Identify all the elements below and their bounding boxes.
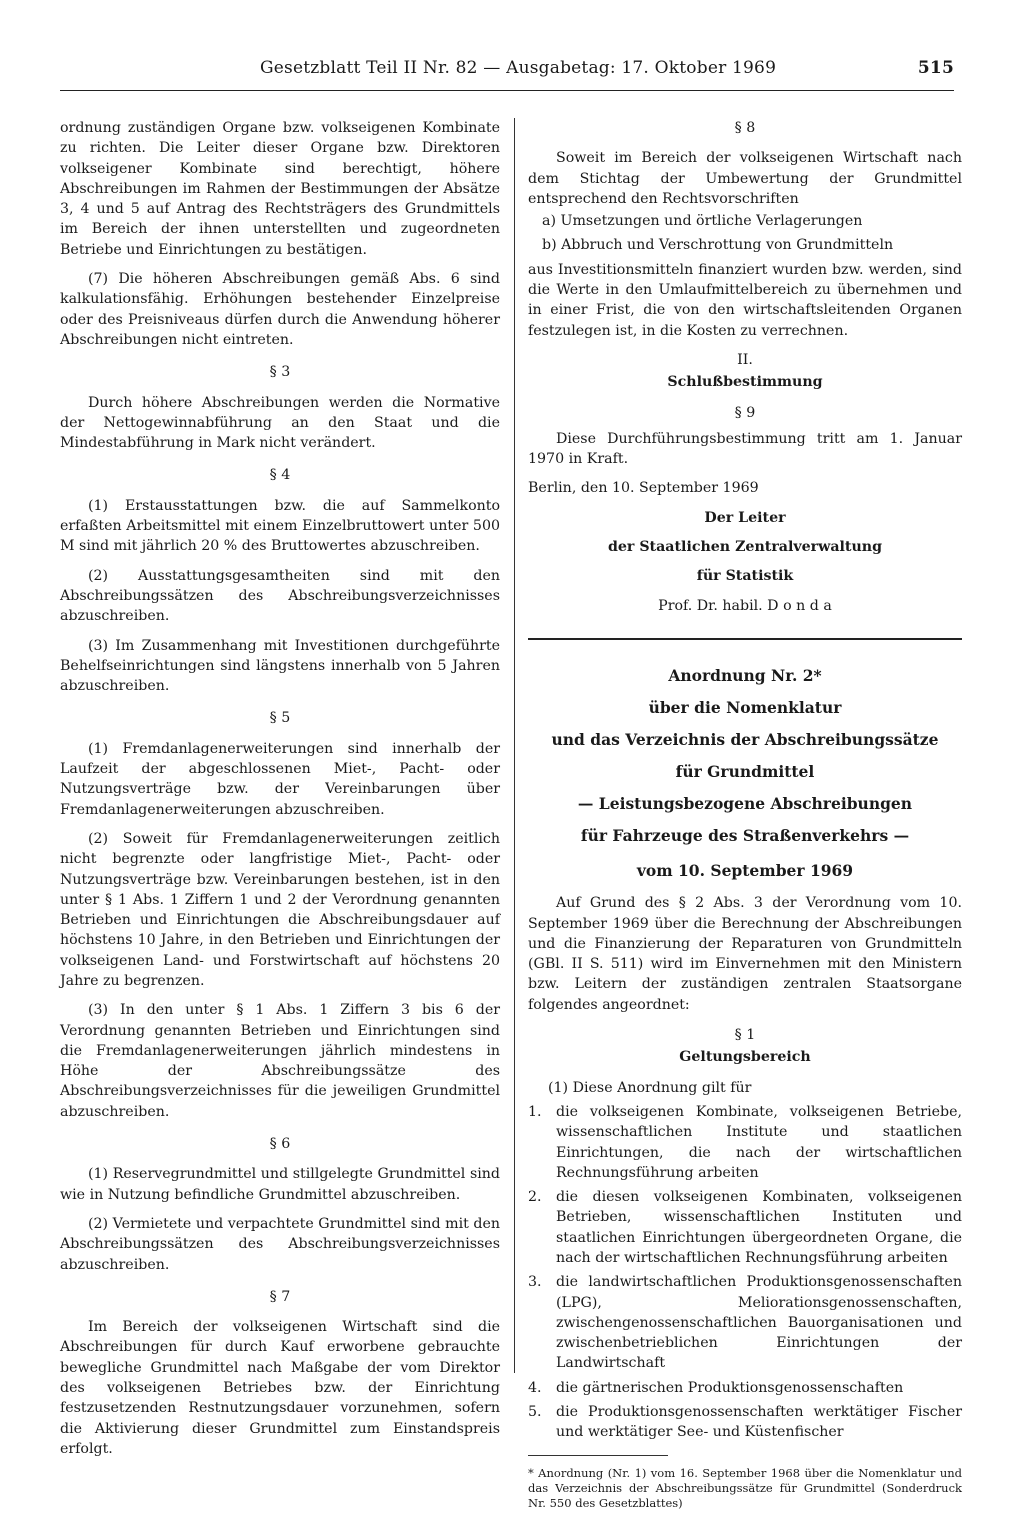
ordinance-title-3: und das Verzeichnis der Abschreibungssätze <box>551 729 939 749</box>
section-4-paragraph-2: (2) Ausstattungsgesamtheiten sind mit den Abschreibungssätzen des Abschreibungsverzeichnisses abzuschreiben. <box>60 567 500 625</box>
list-item-number: 5. <box>528 1404 542 1421</box>
list-item <box>528 1272 962 1373</box>
scope-list <box>528 1102 962 1443</box>
section-8-heading: § 8 <box>734 120 756 136</box>
section-9-text: Diese Durchführungsbestimmung tritt am 1. Januar 1970 in Kraft. <box>528 430 962 468</box>
list-item-text: die Produktionsgenossenschaften werktätiger Fischer und werktätiger See- und Küstenfischer <box>556 1404 962 1441</box>
gazette-title: Gesetzblatt Teil II Nr. 82 — Ausgabetag: 17. Oktober 1969 <box>260 58 777 78</box>
list-item <box>528 1102 962 1183</box>
section-4-paragraph-3: (3) Im Zusammenhang mit Investitionen durchgeführte Behelfseinrichtungen sind längstens innerhalb von 5 Jahren abzuschreiben. <box>60 637 500 695</box>
ordinance-title-5: — Leistungsbezogene Abschreibungen <box>577 793 913 813</box>
section-7-heading: § 7 <box>269 1288 291 1305</box>
list-item-text: die landwirtschaftlichen Produktionsgenossenschaften (LPG), Meliorationsgenossenschaften, zwischengenossenschaftlichen Bauorganisationen und zwischenbetrieblichen Einrichtungen der Landwirtschaft <box>556 1274 962 1372</box>
list-item-text: die diesen volkseigenen Kombinaten, volkseigenen Betrieben, wissenschaftlichen Instituten und staatlichen Einrichtungen übergeordneten Organe, die nach der wirtschaftlichen Rechnungsführung arbeiten <box>556 1189 962 1266</box>
section-6-heading: § 6 <box>269 1136 291 1153</box>
signature-line-3: für Statistik <box>696 568 794 585</box>
signature-name: Prof. Dr. habil. D o n d a <box>658 597 832 614</box>
list-item-number: 3. <box>528 1274 542 1291</box>
signature-line-2: der Staatlichen Zentralverwaltung <box>607 539 883 556</box>
section-6-paragraph-1: (1) Reservegrundmittel und stillgelegte Grundmittel sind wie in Nutzung befindliche Grundmittel abzuschreiben. <box>60 1166 500 1203</box>
list-item <box>528 1402 962 1443</box>
signature-line-1: Der Leiter <box>704 509 786 526</box>
ordinance-date: vom 10. September 1969 <box>636 860 854 880</box>
left-column <box>60 118 500 1468</box>
section-3-text: Durch höhere Abschreibungen werden die Normative der Nettogewinnabführung an den Staat und die Mindestabführung in Mark nicht verändert. <box>60 394 500 452</box>
place-date: Berlin, den 10. September 1969 <box>528 480 759 497</box>
section-7-text: Im Bereich der volkseigenen Wirtschaft sind die Abschreibungen für durch Kauf erworbene gebrauchte bewegliche Grundmittel nach Maßgabe der vom Direktor des volkseigenen Betriebes bzw. der Einrichtung festzusetzenden Restnutzungsdauer vorzunehmen, sofern die Aktivierung dieser Grundmittel zum Einstandspreis erfolgt. <box>60 1319 500 1457</box>
list-item-number: 4. <box>528 1379 542 1396</box>
ordinance-title-6: für Fahrzeuge des Straßenverkehrs — <box>580 825 910 845</box>
section-1-title: Geltungsbereich <box>679 1049 811 1066</box>
page-number: 515 <box>917 58 954 78</box>
header-rule <box>60 90 954 91</box>
section-4-paragraph-1: (1) Erstausstattungen bzw. die auf Sammelkonto erfaßten Arbeitsmittel mit einem Einzelbruttowert unter 500 M sind mit jährlich 20 % des Bruttowertes abzuschreiben. <box>60 497 500 555</box>
section-4-heading: § 4 <box>269 467 291 484</box>
separator-rule <box>528 638 962 640</box>
footnote-rule <box>528 1455 668 1456</box>
ordinance-title-1: Anordnung Nr. 2* <box>668 665 822 685</box>
list-item-text: die volkseigenen Kombinate, volkseigenen Betriebe, wissenschaftlichen Institute und staatlichen Einrichtungen, die nach der wirtschaftlichen Rechnungsführung arbeiten <box>556 1103 962 1181</box>
section-5-paragraph-1: (1) Fremdanlagenerweiterungen sind innerhalb der Laufzeit der abgeschlossenen Miet-, Pacht- oder Nutzungsverträge bzw. der Vereinbarungen über Fremdanlagenerweiterungen abzuschreiben. <box>60 740 500 818</box>
paragraph-intro: ordnung zuständigen Organe bzw. volkseigenen Kombinate zu richten. Die Leiter dieser Organe bzw. Direktoren volkseigener Kombinate sind berechtigt, höhere Abschreibungen im Rahmen der Bestimmungen der Absätze 3, 4 und 5 auf Antrag des Rechtsträgers des Grundmittels im Bereich der ihnen unterstellten und zugeordneten Betriebe und Einrichtungen zu bestätigen. <box>60 120 500 258</box>
section-5-paragraph-3: (3) In den unter § 1 Abs. 1 Ziffern 3 bis 6 der Verordnung genannten Betrieben und Einrichtungen sind die Fremdanlagenerweiterungen jährlich mindestens in Höhe der Abschreibungssätze des Abschreibungsverzeichnisses für die jeweiligen Grundmittel abzuschreiben. <box>60 1002 500 1120</box>
section-5-paragraph-2: (2) Soweit für Fremdanlagenerweiterungen zeitlich nicht begrenzte oder langfristige Miet-, Pacht- oder Nutzungsverträge bzw. Vereinbarungen bestehen, ist in den unter § 1 Abs. 1 Ziffern 1 und 2 der Verordnung genannten Betrieben und Einrichtungen die Abschreibungsdauer auf höchstens 10 Jahre, in den Betrieben und Einrichtungen der volkseigenen Land- und Forstwirtschaft auf höchstens 20 Jahre zu begrenzen. <box>60 830 500 989</box>
list-item-number: 1. <box>528 1103 542 1120</box>
part-2-title: Schlußbestimmung <box>667 374 823 391</box>
ordinance-title-2: über die Nomenklatur <box>648 697 842 717</box>
footnote: * Anordnung (Nr. 1) vom 16. September 1968 über die Nomenklatur und das Verzeichnis der Abschreibungssätze für Grundmittel (Sonderdruck Nr. 550 des Gesetzblattes) <box>528 1465 962 1510</box>
section-6-paragraph-2: (2) Vermietete und verpachtete Grundmittel sind mit den Abschreibungssätzen des Abschreibungsverzeichnisses abzuschreiben. <box>60 1215 500 1273</box>
section-9-heading: § 9 <box>734 404 756 421</box>
list-item <box>528 1187 962 1268</box>
section-8-item-a: a) Umsetzungen und örtliche Verlagerungen <box>542 213 863 230</box>
section-8-rest: aus Investitionsmitteln finanziert wurden bzw. werden, sind die Werte in den Umlaufmittelbereich zu übernehmen und in einer Frist, die von den wirtschaftsleitenden Organen festzulegen ist, in die Kosten zu verrechnen. <box>528 261 962 339</box>
page-header <box>60 58 954 84</box>
section-1-heading: § 1 <box>734 1027 756 1044</box>
ordinance-title-4: für Grundmittel <box>675 761 815 781</box>
list-item <box>528 1378 962 1398</box>
section-8-item-b: b) Abbruch und Verschrottung von Grundmitteln <box>542 237 894 254</box>
section-5-heading: § 5 <box>269 710 291 727</box>
section-3-heading: § 3 <box>269 364 291 381</box>
part-2-heading: II. <box>737 351 753 368</box>
ordinance-intro: Auf Grund des § 2 Abs. 3 der Verordnung vom 10. September 1969 über die Berechnung der Abschreibungen und die Finanzierung der Reparaturen von Grundmitteln (GBl. II S. 511) wird im Einvernehmen mit den Ministern bzw. Leitern der zuständigen zentralen Staatsorgane folgendes angeordnet: <box>528 895 962 1013</box>
paragraph-7: (7) Die höheren Abschreibungen gemäß Abs. 6 sind kalkulationsfähig. Erhöhungen bestehender Einzelpreise oder des Preisniveaus dürfen durch die Anwendung höherer Abschreibungen nicht eintreten. <box>60 271 500 348</box>
list-item-number: 2. <box>528 1189 542 1206</box>
right-column <box>528 118 962 1520</box>
list-item-text: die gärtnerischen Produktionsgenossenschaften <box>556 1379 904 1396</box>
section-1-paragraph-1: (1) Diese Anordnung gilt für <box>548 1079 752 1096</box>
section-8-intro: Soweit im Bereich der volkseigenen Wirtschaft nach dem Stichtag der Umbewertung der Grundmittel entsprechend den Rechtsvorschriften <box>528 150 962 207</box>
column-divider <box>514 118 515 1373</box>
